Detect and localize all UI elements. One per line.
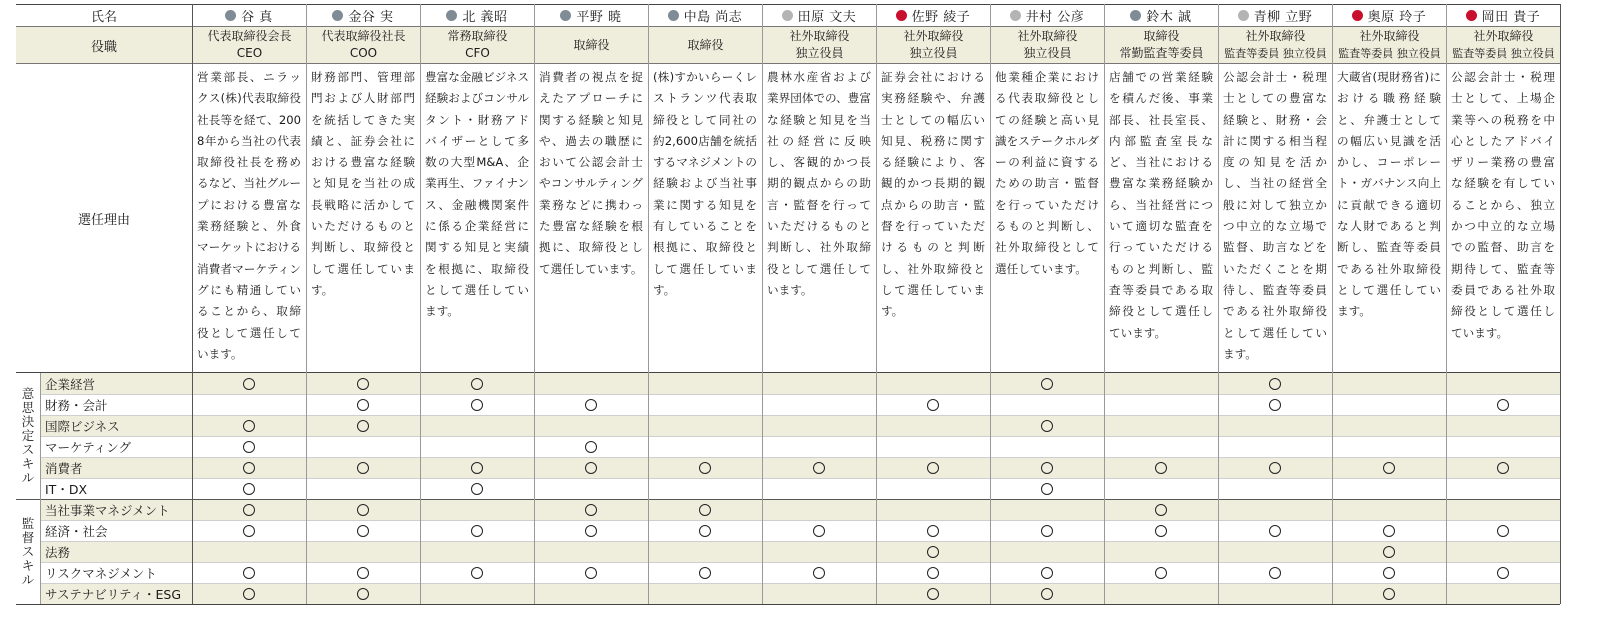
circle-mark-icon <box>243 504 255 516</box>
member-role-line: 社外取締役 <box>1245 29 1306 43</box>
circle-mark-icon <box>1383 567 1395 579</box>
circle-mark-icon <box>471 567 483 579</box>
member-role-line: 社外取締役 <box>1473 29 1534 43</box>
circle-mark-icon <box>1497 525 1509 537</box>
skill-label: 国際ビジネス <box>45 418 120 434</box>
status-dot-icon <box>225 10 236 21</box>
v-rule <box>1560 4 1561 604</box>
skill-mark <box>990 457 1104 478</box>
skill-label: サステナビリティ・ESG <box>45 586 182 602</box>
circle-mark-icon <box>699 504 711 516</box>
member-role-line: 常勤監査等委員 <box>1119 46 1204 60</box>
skill-mark <box>420 373 534 394</box>
circle-mark-icon <box>585 462 597 474</box>
skill-mark <box>192 562 306 583</box>
skill-mark <box>1104 457 1218 478</box>
skill-mark <box>1446 457 1560 478</box>
skill-group-char: 定 <box>21 428 35 443</box>
member-role-line: 社外取締役 <box>1017 29 1078 43</box>
h-rule <box>16 604 1560 605</box>
skill-label: マーケティング <box>45 439 132 455</box>
skill-mark <box>1446 562 1560 583</box>
member-name-text: 井村 公彦 <box>1025 9 1085 25</box>
circle-mark-icon <box>813 462 825 474</box>
member-reason: 大蔵省(現財務省)における職務経験と、弁護士としての幅広い見識を活かし、コーポレート・ガバナンス向上に貢献できる適切な人財であると判断し、監査等委員である社外取締役として選任しています。 <box>1337 70 1441 319</box>
member-role-line: 社外取締役 <box>1359 29 1420 43</box>
skill-mark <box>762 562 876 583</box>
skill-mark <box>990 583 1104 604</box>
skill-mark <box>1218 373 1332 394</box>
skill-mark <box>876 394 990 415</box>
circle-mark-icon <box>243 588 255 600</box>
skill-mark <box>306 562 420 583</box>
skill-mark <box>306 373 420 394</box>
circle-mark-icon <box>1269 399 1281 411</box>
circle-mark-icon <box>927 525 939 537</box>
circle-mark-icon <box>813 525 825 537</box>
member-name <box>1446 4 1560 26</box>
member-role-line: COO <box>349 46 378 60</box>
member-reason: (株)すかいらーくレストランツ代表取締役として同社の約2,600店舗を統括するマネジメントの経験および当社事業に関する知見を有していることを根拠に、取締役として選任しています。 <box>653 70 757 297</box>
circle-mark-icon <box>1383 546 1395 558</box>
skill-mark <box>990 520 1104 541</box>
member-name <box>876 4 990 26</box>
skill-group-char: 思 <box>21 400 35 415</box>
member-reason: 豊富な金融ビジネス経験およびコンサルタント・財務アドバイザーとして多数の大型M&A、企業再生、ファイナンス、金融機関案件に係る企業経営に関する知見と実績を根拠に、取締役として選任しています。 <box>425 70 529 319</box>
skill-mark <box>990 478 1104 499</box>
member-reason: 営業部長、ニラックス(株)代表取締役社長等を経て、2008年から当社の代表取締役社長を務めるなど、当社グループにおける豊富な業務経験と、外食マーケットにおける消費者マーケティングにも精通していることから、取締役として選任しています。 <box>197 70 301 361</box>
skill-group-char: ス <box>21 442 35 457</box>
circle-mark-icon <box>357 525 369 537</box>
circle-mark-icon <box>357 567 369 579</box>
status-dot-icon <box>1466 10 1477 21</box>
circle-mark-icon <box>243 441 255 453</box>
skill-mark <box>648 562 762 583</box>
member-role-line: 監査等委員 独立役員 <box>1338 47 1441 60</box>
member-role <box>421 27 534 63</box>
skill-mark <box>420 562 534 583</box>
member-name-text: 北 義昭 <box>462 9 508 25</box>
skill-mark <box>1218 562 1332 583</box>
skill-mark <box>192 415 306 436</box>
circle-mark-icon <box>699 462 711 474</box>
circle-mark-icon <box>1269 525 1281 537</box>
skill-label: IT・DX <box>45 481 88 497</box>
skill-group-char: 督 <box>21 529 35 545</box>
member-role-line: 常務取締役 <box>447 29 508 43</box>
role-header: 役職 <box>16 27 192 63</box>
skill-mark <box>876 541 990 562</box>
skill-mark <box>192 373 306 394</box>
skill-group-char: キ <box>21 456 35 471</box>
skill-mark <box>1332 520 1446 541</box>
circle-mark-icon <box>1041 420 1053 432</box>
circle-mark-icon <box>1497 399 1509 411</box>
skill-mark <box>876 457 990 478</box>
skill-mark <box>192 499 306 520</box>
member-role-line: 社外取締役 <box>903 29 964 43</box>
circle-mark-icon <box>357 588 369 600</box>
skill-mark <box>1446 520 1560 541</box>
circle-mark-icon <box>813 567 825 579</box>
circle-mark-icon <box>1269 462 1281 474</box>
skill-mark <box>648 520 762 541</box>
member-role-line: 取締役 <box>573 37 610 52</box>
circle-mark-icon <box>1041 525 1053 537</box>
member-role-line: CFO <box>465 46 490 60</box>
skill-mark <box>1332 541 1446 562</box>
skill-group-char: 意 <box>21 386 35 401</box>
skill-mark <box>876 583 990 604</box>
circle-mark-icon <box>585 399 597 411</box>
circle-mark-icon <box>243 420 255 432</box>
skill-mark <box>192 457 306 478</box>
circle-mark-icon <box>471 462 483 474</box>
circle-mark-icon <box>1269 378 1281 390</box>
skill-mark <box>876 520 990 541</box>
skill-mark <box>420 394 534 415</box>
skill-mark <box>762 520 876 541</box>
member-name <box>990 4 1104 26</box>
reason-header: 選任理由 <box>77 212 130 228</box>
skill-mark <box>420 520 534 541</box>
member-role <box>1219 27 1332 63</box>
skill-label: リスクマネジメント <box>45 565 157 581</box>
status-dot-icon <box>782 10 793 21</box>
skill-group-char: ル <box>21 470 35 485</box>
skill-mark <box>420 478 534 499</box>
circle-mark-icon <box>1269 567 1281 579</box>
member-name-text: 田原 文夫 <box>797 9 857 25</box>
member-name-text: 青柳 立野 <box>1253 9 1313 25</box>
skill-mark <box>192 478 306 499</box>
circle-mark-icon <box>1383 462 1395 474</box>
status-dot-icon <box>668 10 679 21</box>
skill-mark <box>534 457 648 478</box>
circle-mark-icon <box>1041 462 1053 474</box>
skill-mark <box>420 457 534 478</box>
circle-mark-icon <box>585 441 597 453</box>
member-role <box>1105 27 1218 63</box>
member-reason: 公認会計士・税理士としての豊富な経験と、財務・会計に関する相当程度の知見を活かし、当社の経営全般に対して独立かつ中立的な立場で監督、助言などをいただくことを期待し、監査等委員である社外取締役として選任しています。 <box>1223 70 1327 361</box>
member-name <box>306 4 420 26</box>
circle-mark-icon <box>1041 378 1053 390</box>
circle-mark-icon <box>357 378 369 390</box>
skill-mark <box>648 457 762 478</box>
skill-mark <box>990 562 1104 583</box>
member-reason: 他業種企業における代表取締役としての経験と高い見識をステークホルダーの利益に資するための助言・監督を行っていただけるものと判断し、社外取締役として選任しています。 <box>995 70 1099 276</box>
circle-mark-icon <box>1155 525 1167 537</box>
member-reason: 財務部門、管理部門および人財部門を統括してきた実績と、証券会社における豊富な経験と知見を当社の成長戦略に活かしていただけるものと判断し、取締役として選任しています。 <box>311 70 415 297</box>
member-role-line: 社外取締役 <box>789 29 850 43</box>
skill-mark <box>1218 457 1332 478</box>
skill-mark <box>1332 562 1446 583</box>
skill-group-char: ス <box>21 543 35 559</box>
member-role <box>763 27 876 63</box>
name-header: 氏名 <box>90 9 117 25</box>
member-role-line: 代表取締役社長 <box>321 29 406 43</box>
skill-group-char: ル <box>21 571 35 587</box>
skill-group-label <box>16 499 40 604</box>
circle-mark-icon <box>927 567 939 579</box>
skill-mark <box>534 436 648 457</box>
circle-mark-icon <box>927 546 939 558</box>
status-dot-icon <box>1352 10 1363 21</box>
member-role-line: 監査等委員 独立役員 <box>1224 47 1327 60</box>
member-name-text: 平野 暁 <box>576 9 622 25</box>
circle-mark-icon <box>243 378 255 390</box>
circle-mark-icon <box>927 462 939 474</box>
skill-label: 企業経営 <box>45 376 96 392</box>
circle-mark-icon <box>1041 588 1053 600</box>
member-name <box>648 4 762 26</box>
skill-mark <box>306 520 420 541</box>
circle-mark-icon <box>585 525 597 537</box>
circle-mark-icon <box>357 462 369 474</box>
status-dot-icon <box>896 10 907 21</box>
skill-group-char: キ <box>21 557 35 573</box>
skill-mark <box>534 562 648 583</box>
skill-mark <box>1446 394 1560 415</box>
member-role <box>535 27 648 63</box>
member-role-line: 独立役員 <box>795 46 844 60</box>
circle-mark-icon <box>585 504 597 516</box>
member-reason: 店舗での営業経験を積んだ後、事業部長、社長室長、内部監査室長など、当社における豊富な業務経験から、当社経営について適切な監査を行っていただけるものと判断し、監査等委員である取締役として選任しています。 <box>1109 70 1213 340</box>
skill-mark <box>1104 562 1218 583</box>
circle-mark-icon <box>471 483 483 495</box>
member-name <box>192 4 306 26</box>
member-name-text: 奥原 玲子 <box>1367 9 1427 25</box>
member-name <box>762 4 876 26</box>
member-role-line: 独立役員 <box>1023 46 1072 60</box>
skill-label: 財務・会計 <box>45 397 108 413</box>
circle-mark-icon <box>1155 504 1167 516</box>
skill-mark <box>1218 520 1332 541</box>
circle-mark-icon <box>927 399 939 411</box>
skill-mark <box>990 373 1104 394</box>
circle-mark-icon <box>1155 567 1167 579</box>
member-name <box>1104 4 1218 26</box>
member-name-text: 佐野 綾子 <box>911 9 971 25</box>
skill-mark <box>1104 499 1218 520</box>
member-role-line: 取締役 <box>687 37 724 52</box>
member-name-text: 中島 尚志 <box>683 9 743 25</box>
member-role-line: 取締役 <box>1143 29 1180 43</box>
circle-mark-icon <box>243 567 255 579</box>
circle-mark-icon <box>1383 525 1395 537</box>
circle-mark-icon <box>585 567 597 579</box>
skill-mark <box>1218 394 1332 415</box>
skill-mark <box>1332 457 1446 478</box>
skill-label: 当社事業マネジメント <box>45 502 170 518</box>
skill-mark <box>306 499 420 520</box>
skill-mark <box>192 436 306 457</box>
member-name-text: 谷 真 <box>241 9 273 25</box>
skill-label: 法務 <box>45 544 71 560</box>
member-role <box>991 27 1104 63</box>
skill-label: 消費者 <box>45 460 83 476</box>
member-name-text: 岡田 貴子 <box>1481 9 1541 25</box>
member-reason: 証券会社における実務経験や、弁護士としての幅広い知見、税務に関する経験により、客観的かつ長期的観点からの助言・監督を行っていただけるものと判断し、社外取締役として選任しています。 <box>881 70 985 319</box>
member-role-line: 監査等委員 独立役員 <box>1452 47 1555 60</box>
status-dot-icon <box>1130 10 1141 21</box>
skill-mark <box>534 520 648 541</box>
skill-mark <box>534 499 648 520</box>
member-name <box>420 4 534 26</box>
skill-group-label <box>16 373 40 499</box>
skill-mark <box>1332 583 1446 604</box>
circle-mark-icon <box>471 525 483 537</box>
member-role <box>1447 27 1560 63</box>
circle-mark-icon <box>1497 567 1509 579</box>
circle-mark-icon <box>471 378 483 390</box>
circle-mark-icon <box>357 399 369 411</box>
circle-mark-icon <box>1041 567 1053 579</box>
status-dot-icon <box>1010 10 1021 21</box>
circle-mark-icon <box>243 462 255 474</box>
member-role-line: 代表取締役会長 <box>207 29 292 43</box>
skill-group-char: 監 <box>21 515 35 531</box>
member-name <box>1332 4 1446 26</box>
member-reason: 農林水産省および業界団体での、豊富な経験と知見を当社の経営に反映し、客観的かつ長期的観点からの助言・監督を行っていただけるものと判断し、社外取締役として選任しています。 <box>767 70 871 297</box>
status-dot-icon <box>446 10 457 21</box>
skill-group-char: 決 <box>21 414 35 429</box>
skill-mark <box>192 520 306 541</box>
member-role-line: CEO <box>236 46 263 60</box>
skill-mark <box>306 583 420 604</box>
member-role <box>1333 27 1446 63</box>
circle-mark-icon <box>699 525 711 537</box>
circle-mark-icon <box>243 525 255 537</box>
circle-mark-icon <box>1497 462 1509 474</box>
skill-mark <box>762 457 876 478</box>
member-reason: 消費者の視点を捉えたアプローチに関する経験と知見や、過去の職歴において公認会計士やコンサルティング業務などに携わった豊富な経験を根拠に、取締役として選任しています。 <box>539 70 643 276</box>
member-name <box>1218 4 1332 26</box>
skill-mark <box>306 457 420 478</box>
member-name-text: 鈴木 誠 <box>1146 9 1192 25</box>
circle-mark-icon <box>357 504 369 516</box>
skill-mark <box>1104 520 1218 541</box>
member-reason: 公認会計士・税理士として、上場企業等への税務を中心としたアドバイザリー業務の豊富な経験を有していることから、独立かつ中立的な立場での監督、助言を期待して、監査等委員である社外取締役として選任しています。 <box>1451 70 1555 340</box>
skill-mark <box>990 415 1104 436</box>
skill-label: 経済・社会 <box>45 523 108 539</box>
member-role <box>307 27 420 63</box>
circle-mark-icon <box>357 420 369 432</box>
member-role-line: 独立役員 <box>909 46 958 60</box>
member-role <box>877 27 990 63</box>
circle-mark-icon <box>1383 588 1395 600</box>
circle-mark-icon <box>1155 462 1167 474</box>
member-name <box>534 4 648 26</box>
member-role <box>649 27 762 63</box>
circle-mark-icon <box>927 588 939 600</box>
member-name-text: 金谷 実 <box>348 9 394 25</box>
skill-mark <box>648 499 762 520</box>
skill-mark <box>192 583 306 604</box>
circle-mark-icon <box>243 483 255 495</box>
status-dot-icon <box>560 10 571 21</box>
circle-mark-icon <box>699 567 711 579</box>
skill-mark <box>306 415 420 436</box>
skill-mark <box>534 394 648 415</box>
skill-mark <box>876 562 990 583</box>
circle-mark-icon <box>1041 483 1053 495</box>
status-dot-icon <box>332 10 343 21</box>
status-dot-icon <box>1238 10 1249 21</box>
circle-mark-icon <box>471 399 483 411</box>
skill-mark <box>306 394 420 415</box>
member-role <box>193 27 306 63</box>
